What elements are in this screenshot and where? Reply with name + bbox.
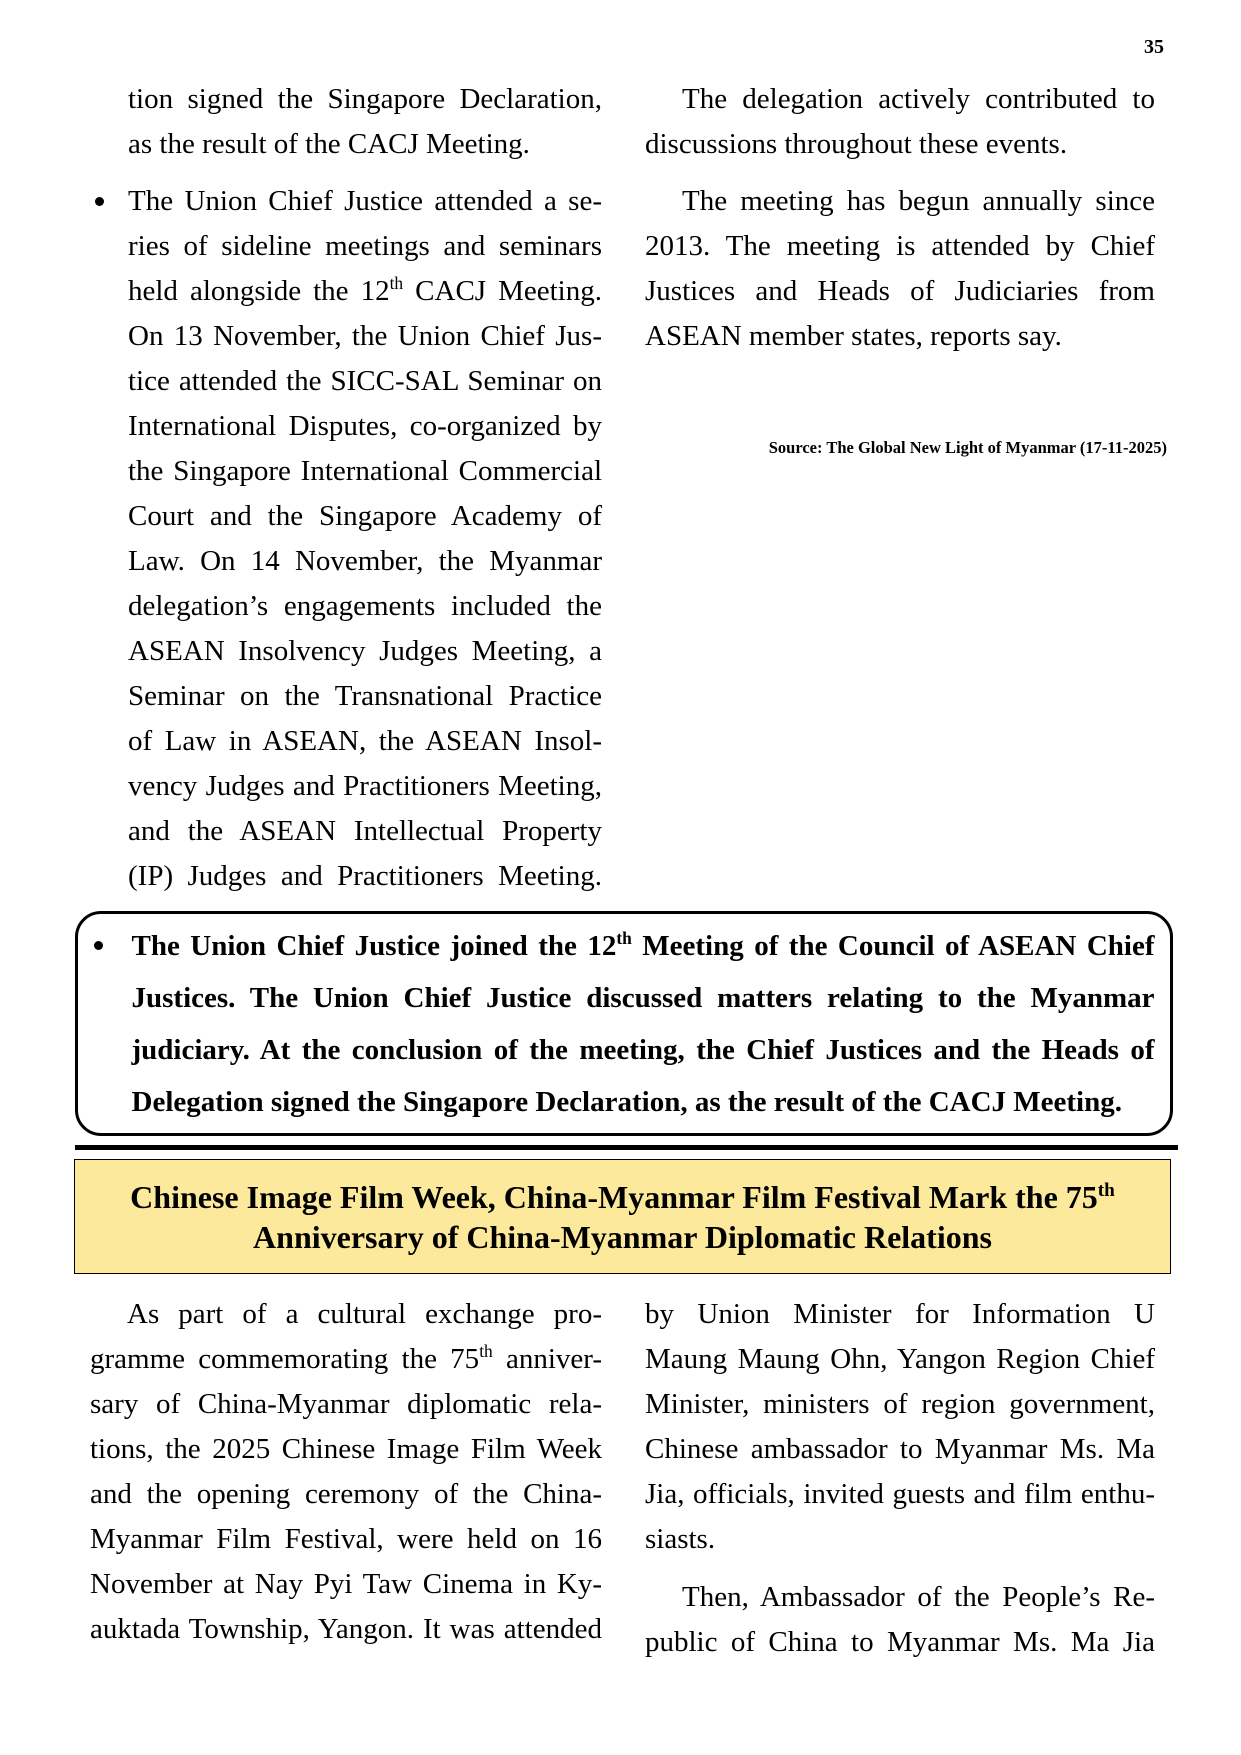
text-line: Court and the Singapore Academy of — [128, 500, 602, 532]
text-line: tion signed the Singapore Declaration, — [128, 83, 602, 115]
text-line: Chinese ambassador to Myanmar Ms. Ma — [645, 1433, 1155, 1465]
text-line: siasts. — [645, 1523, 716, 1555]
text-run: held alongside the 12 — [128, 275, 390, 307]
article-left-column — [90, 1292, 602, 1652]
text-line: ASEAN member states, reports say. — [645, 320, 1062, 352]
superscript: th — [1097, 1179, 1115, 1201]
text-line: public of China to Myanmar Ms. Ma Jia — [645, 1626, 1155, 1658]
text-line: by Union Minister for Information U — [645, 1298, 1155, 1330]
text-line: judiciary. At the conclusion of the meeting, the Chief Justices and the Heads of — [131, 1033, 1155, 1066]
article-title-box — [74, 1159, 1171, 1274]
text-line: as the result of the CACJ Meeting. — [128, 128, 530, 160]
superscript: th — [479, 1341, 493, 1362]
text-run: Chinese Image Film Week, China-Myanmar Film Festival Mark the 75 — [130, 1178, 1098, 1215]
paragraph — [90, 1292, 602, 1652]
text-line: The delegation actively contributed to — [682, 83, 1155, 115]
text-run: anniver- — [492, 1343, 602, 1375]
paragraph — [645, 1292, 1155, 1562]
text-run: The Union Chief Justice joined the 12 — [131, 929, 617, 962]
text-line: Minister, ministers of region government, — [645, 1388, 1155, 1420]
text-line: and the opening ceremony of the China- — [90, 1478, 602, 1510]
bullet-icon — [94, 941, 103, 950]
text-line: (IP) Judges and Practitioners Meeting. — [128, 860, 602, 892]
text-line: On 13 November, the Union Chief Jus- — [128, 320, 602, 352]
text-run: gramme commemorating the 75 — [90, 1343, 480, 1375]
text-line: discussions throughout these events. — [645, 128, 1068, 160]
paragraph — [645, 1575, 1155, 1665]
source-credit: Source: The Global New Light of Myanmar (17-11-2025) — [768, 438, 1167, 457]
text-line: and the ASEAN Intellectual Property — [128, 815, 602, 847]
text-run: CACJ Meeting. — [403, 275, 602, 307]
text-line: tice attended the SICC-SAL Seminar on — [128, 365, 602, 397]
superscript: th — [389, 273, 404, 294]
text-line — [90, 1337, 602, 1382]
text-line: of Law in ASEAN, the ASEAN Insol- — [128, 725, 602, 757]
article-right-column — [645, 1292, 1155, 1665]
text-line: Justices. The Union Chief Justice discussed matters relating to the Myanmar — [131, 981, 1155, 1014]
text-line: November at Nay Pyi Taw Cinema in Ky- — [90, 1568, 602, 1600]
text-line: Anniversary of China-Myanmar Diplomatic Relations — [253, 1218, 992, 1255]
text-line: delegation’s engagements included the — [128, 590, 602, 622]
bullet-paragraph — [128, 179, 602, 899]
superscript: th — [616, 927, 632, 948]
paragraph — [645, 77, 1155, 167]
section-divider — [75, 1145, 1178, 1150]
text-line: Then, Ambassador of the People’s Re- — [682, 1581, 1155, 1613]
text-line — [128, 269, 602, 314]
text-line: vency Judges and Practitioners Meeting, — [128, 770, 602, 802]
continuation-paragraph — [128, 77, 602, 167]
text-line: Myanmar Film Festival, were held on 16 — [90, 1523, 602, 1555]
text-line: sary of China-Myanmar diplomatic rela- — [90, 1388, 602, 1420]
text-line: 2013. The meeting is attended by Chief — [645, 230, 1155, 262]
text-line: Delegation signed the Singapore Declaration, as the result of the CACJ Meeting. — [131, 1085, 1122, 1118]
highlight-paragraph — [132, 920, 1155, 1128]
paragraph — [645, 179, 1155, 359]
text-line: tions, the 2025 Chinese Image Film Week — [90, 1433, 602, 1465]
bullet-icon — [95, 197, 104, 206]
text-line: ASEAN Insolvency Judges Meeting, a — [128, 635, 602, 667]
text-line: the Singapore International Commercial — [128, 455, 602, 487]
text-line: Justices and Heads of Judiciaries from — [645, 275, 1155, 307]
text-line: As part of a cultural exchange pro- — [127, 1298, 602, 1330]
text-line: The meeting has begun annually since — [682, 185, 1155, 217]
text-line: Jia, officials, invited guests and film enthu- — [645, 1478, 1155, 1510]
text-line — [132, 920, 1155, 972]
text-run: Meeting of the Council of ASEAN Chief — [631, 929, 1155, 962]
top-right-column — [645, 77, 1155, 359]
text-line: auktada Township, Yangon. It was attended — [90, 1613, 602, 1645]
text-line: The Union Chief Justice attended a se- — [128, 185, 602, 217]
top-left-column — [128, 77, 602, 899]
text-line: Maung Maung Ohn, Yangon Region Chief — [645, 1343, 1155, 1375]
text-line: Seminar on the Transnational Practice — [128, 680, 602, 712]
text-line: International Disputes, co-organized by — [128, 410, 602, 442]
text-line: ries of sideline meetings and seminars — [128, 230, 602, 262]
highlight-box — [75, 911, 1173, 1136]
text-line — [130, 1177, 1115, 1217]
page-number: 35 — [1144, 36, 1164, 58]
article-title — [130, 1177, 1115, 1257]
text-line: Law. On 14 November, the Myanmar — [128, 545, 602, 577]
